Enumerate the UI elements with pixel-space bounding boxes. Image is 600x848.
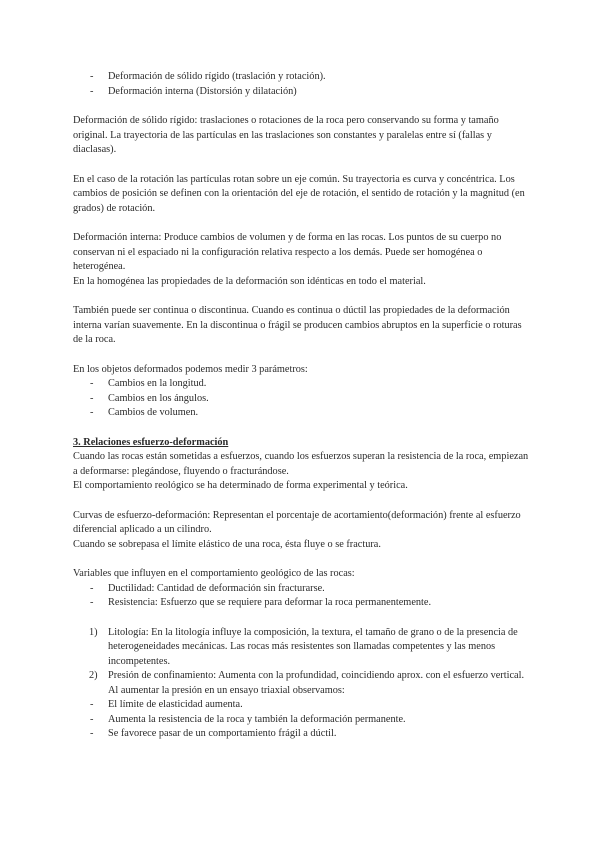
- section-heading: 3. Relaciones esfuerzo-deformación: [73, 436, 229, 448]
- list-item: [73, 582, 533, 597]
- paragraph-solido-rigido: Deformación de sólido rígido: traslaciones o rotaciones de la roca pero conservando su forma y tamaño original. La trayectoria de las partículas en las traslaciones son constantes y paralelas entre sí (fallas y diaclasas).: [73, 115, 499, 155]
- numbered-item: [73, 669, 533, 698]
- list-item-text: El límite de elasticidad aumenta.: [108, 699, 243, 710]
- paragraph-variables: Variables que influyen en el comportamiento geológico de las rocas:: [73, 568, 355, 579]
- list-item-text: Deformación interna (Distorsión y dilatación): [108, 85, 297, 97]
- paragraph-parametros: En los objetos deformados podemos medir 3 parámetros:: [73, 363, 308, 375]
- list-item: [73, 377, 533, 392]
- number-marker: 1): [89, 626, 98, 638]
- list-item-text: Resistencia: Esfuerzo que se requiere para deformar la roca permanentemente.: [108, 597, 432, 608]
- list-item-text: Cambios de volumen.: [108, 407, 199, 418]
- numbered-item: [73, 626, 533, 670]
- list-item: [73, 392, 533, 407]
- list-item: [73, 85, 533, 100]
- list-item-text: Se favorece pasar de un comportamiento frágil a dúctil.: [108, 728, 337, 739]
- list-item-text: Aumenta la resistencia de la roca y también la deformación permanente.: [108, 713, 406, 725]
- bullet-marker: -: [90, 597, 94, 608]
- paragraph-deformacion-interna: Deformación interna: Produce cambios de volumen y de forma en las rocas. Los puntos de su cuerpo no conservan ni el espaciado ni la configuración relativa respecto a los demás. Puede ser homogénea o heterogénea.: [73, 232, 502, 272]
- bullet-marker: -: [90, 85, 94, 97]
- paragraph-homogenea: En la homogénea las propiedades de la deformación son idénticas en todo el material.: [73, 275, 426, 287]
- paragraph-relaciones: Cuando las rocas están sometidas a esfuerzos, cuando los esfuerzos superan la resistencia de la roca, empiezan a deformarse: plegándose, fluyendo o fracturándose.: [73, 451, 529, 477]
- bullet-marker: -: [90, 699, 94, 710]
- list-item-text: Cambios en la longitud.: [108, 378, 207, 389]
- list-item: [73, 70, 533, 85]
- list-item: [73, 406, 533, 421]
- bullet-marker: -: [90, 407, 94, 418]
- list-item: [73, 698, 533, 713]
- list-item-text: Ductilidad: Cantidad de deformación sin fracturarse.: [108, 582, 325, 594]
- paragraph-curvas: Curvas de esfuerzo-deformación: Representan el porcentaje de acortamiento(deformación) frente al esfuerzo diferencial aplicado a un cilindro.: [73, 509, 521, 535]
- number-marker: 2): [89, 670, 98, 681]
- bullet-marker: -: [90, 378, 94, 389]
- bullet-marker: -: [90, 713, 94, 725]
- list-item-text: Deformación de sólido rígido (traslación y rotación).: [108, 71, 326, 82]
- bullet-marker: -: [90, 71, 94, 82]
- list-item-text: Cambios en los ángulos.: [108, 392, 209, 404]
- list-item: [73, 713, 533, 728]
- paragraph-continua: También puede ser continua o discontinua. Cuando es continua o dúctil las propiedades de la deformación interna varían suavemente. En la discontinua o frágil se producen cambios abruptos en la superficie o roturas de la roca.: [73, 305, 522, 345]
- numbered-item-text: Presión de confinamiento: Aumenta con la profundidad, coincidiendo aprox. con el esfuerzo vertical. Al aumentar la presión en un ensayo triaxial observamos:: [108, 670, 525, 696]
- document-page: [73, 70, 533, 742]
- list-item: [73, 596, 533, 611]
- paragraph-rotacion: En el caso de la rotación las partículas rotan sobre un eje común. Su trayectoria es curva y concéntrica. Los cambios de posición se definen con la orientación del eje de rotación, el sentido de rotación y la magnitud (en grados) de rotación.: [73, 173, 525, 214]
- bullet-marker: -: [90, 728, 94, 739]
- bullet-marker: -: [90, 582, 94, 594]
- list-item: [73, 727, 533, 742]
- paragraph-limite-elastico: Cuando se sobrepasa el límite elástico de una roca, ésta fluye o se fractura.: [73, 538, 381, 550]
- bullet-marker: -: [90, 392, 94, 404]
- numbered-item-text: Litología: En la litología influye la composición, la textura, el tamaño de grano o de la presencia de heterogeneidades mecánicas. Las rocas más resistentes son llamadas competentes y las menos incompetentes.: [108, 626, 518, 667]
- paragraph-reologico: El comportamiento reológico se ha determinado de forma experimental y teórica.: [73, 480, 408, 491]
